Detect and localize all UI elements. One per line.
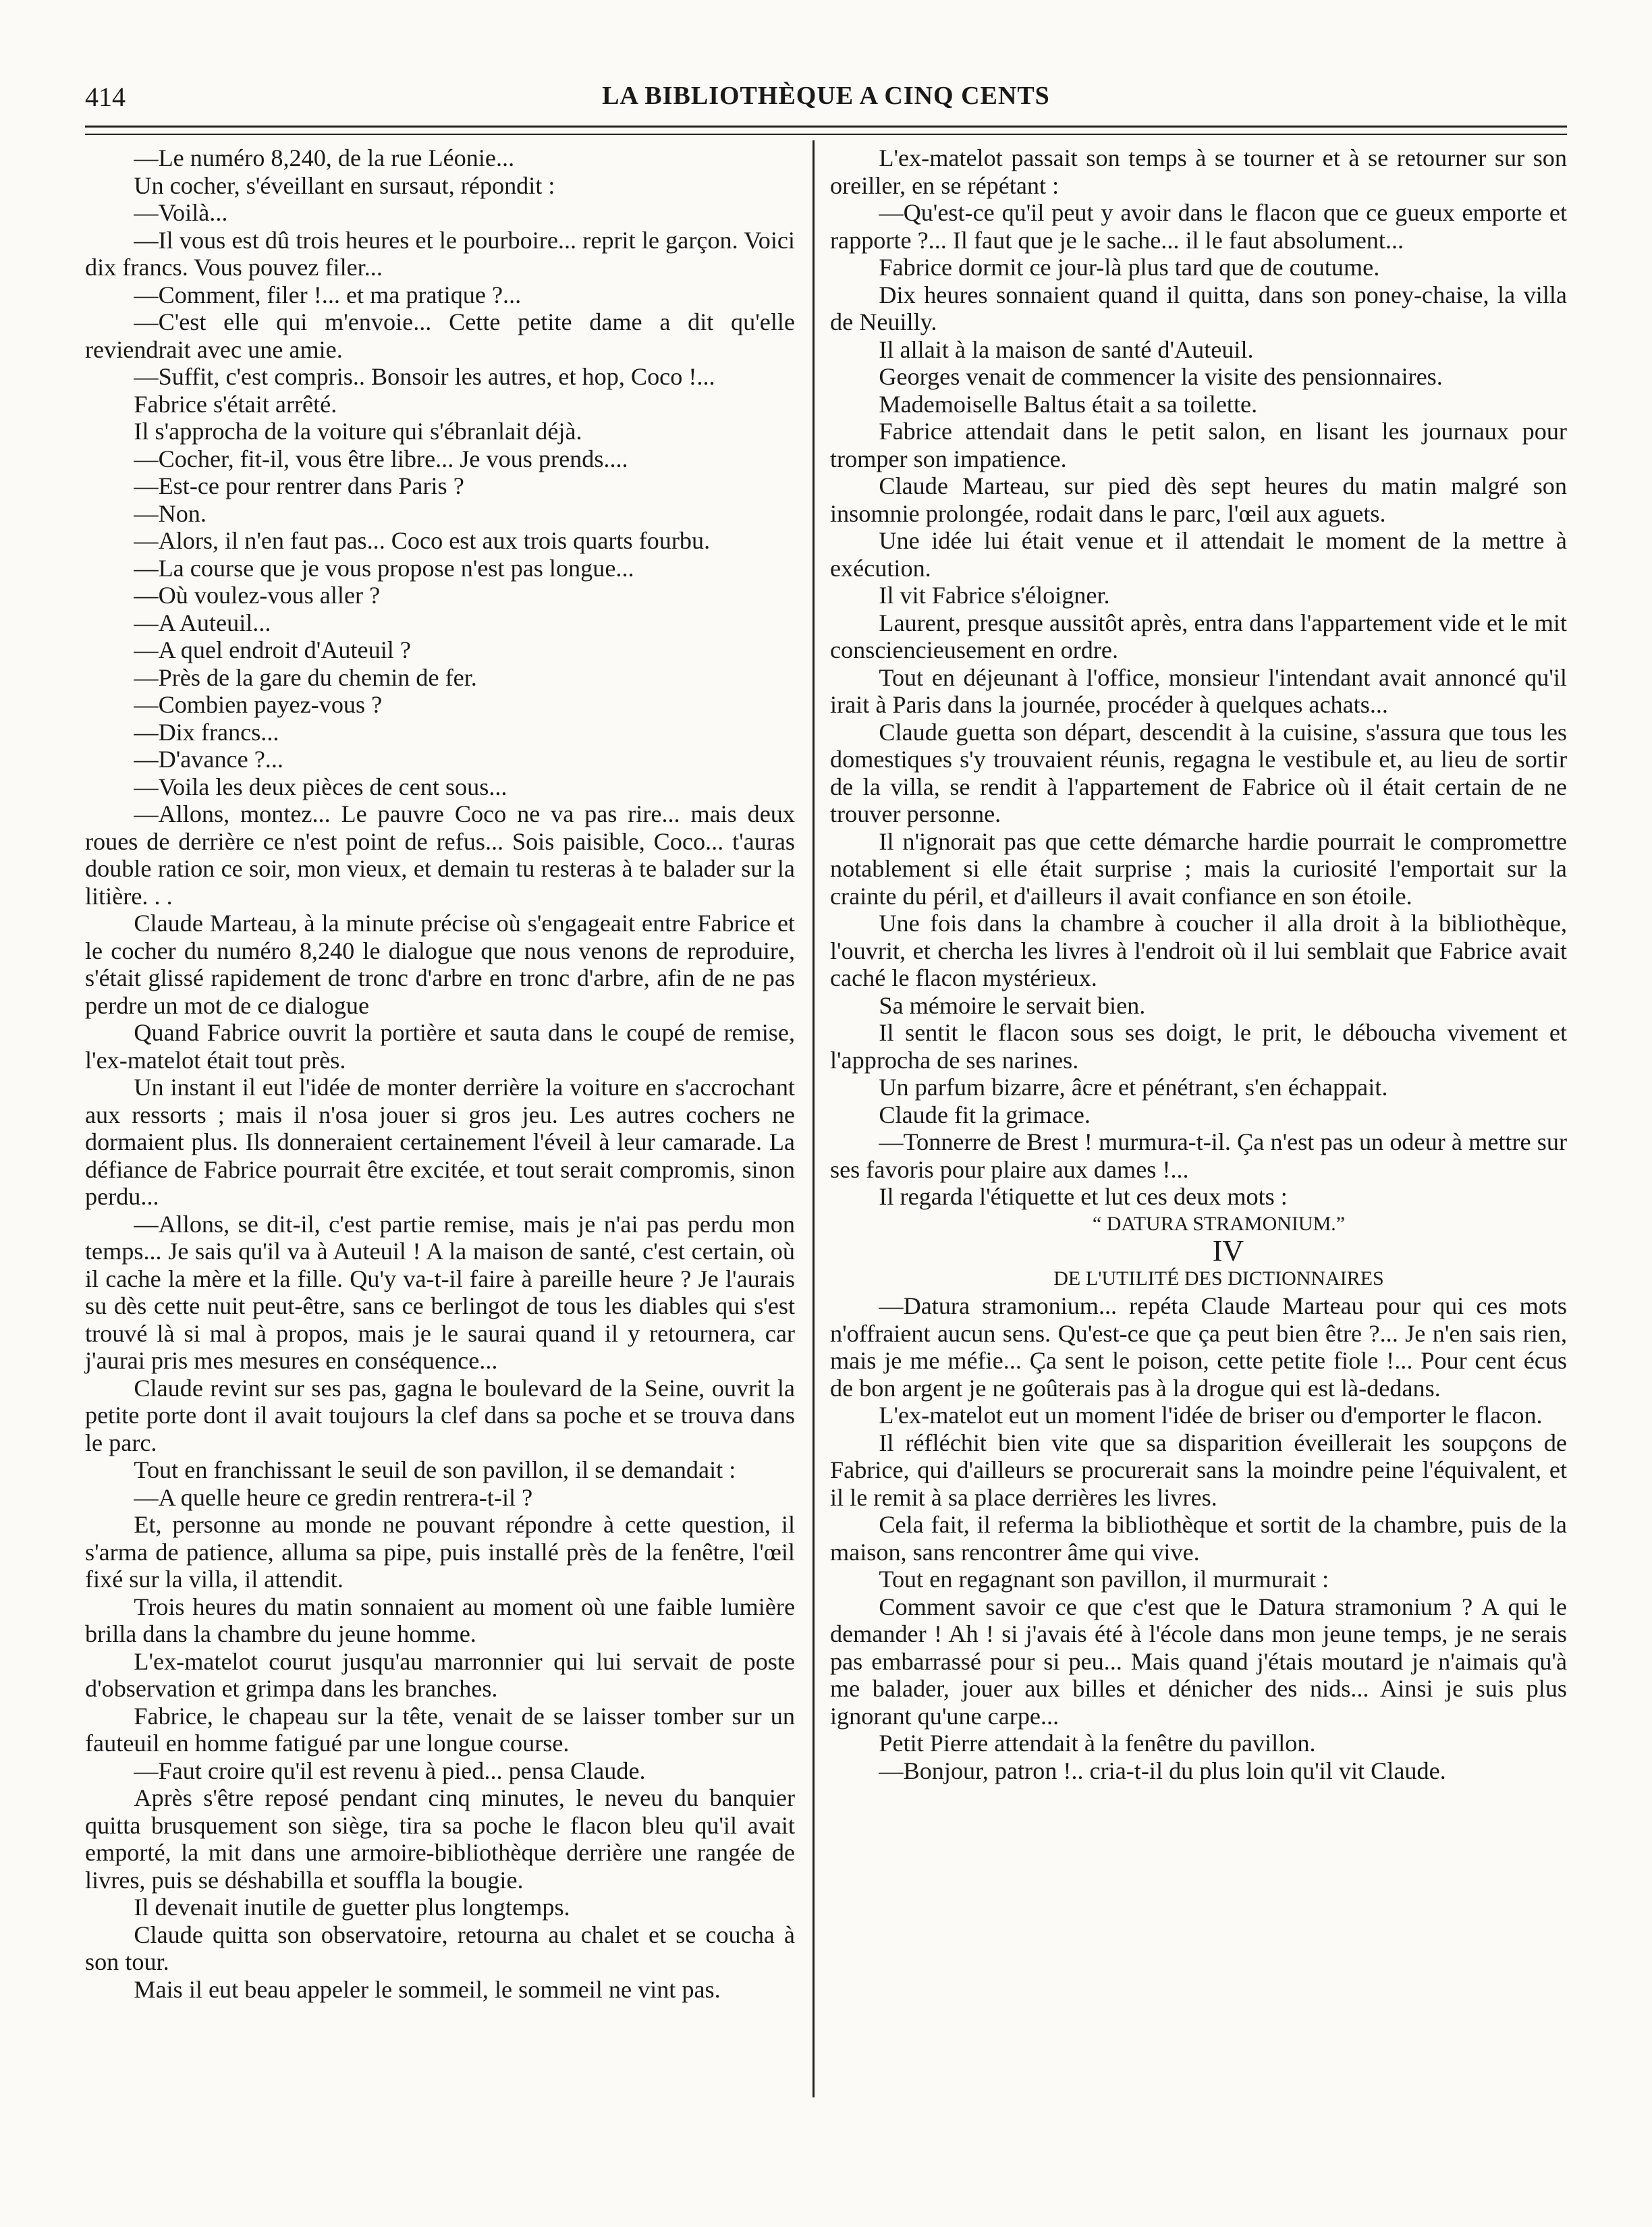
paragraph: Dix heures sonnaient quand il quitta, dans son poney-chaise, la villa de Neuilly.: [830, 281, 1567, 335]
paragraph: —Il vous est dû trois heures et le pourboire... reprit le garçon. Voici dix francs. Vous pouvez filer...: [85, 226, 795, 281]
paragraph: —Voilà...: [134, 199, 228, 226]
right-column: [830, 144, 1567, 1784]
paragraph: L'ex-matelot eut un moment l'idée de briser ou d'emporter le flacon.: [879, 1402, 1543, 1429]
paragraph: —C'est elle qui m'envoie... Cette petite dame a dit qu'elle reviendrait avec une amie.: [85, 308, 795, 363]
paragraph: —Combien payez-vous ?: [134, 691, 383, 718]
paragraph: Trois heures du matin sonnaient au moment où une faible lumière brilla dans la chambre du jeune homme.: [85, 1593, 795, 1647]
paragraph: Il vit Fabrice s'éloigner.: [879, 582, 1110, 609]
paragraph: Claude guetta son départ, descendit à la cuisine, s'assura que tous les domestiques s'y trouvaient réunis, regagna le vestibule et, au lieu de sortir de la villa, se rendit à l'appartement de Fabrice où il était certain de ne trouver personne.: [830, 718, 1567, 827]
paragraph: —Tonnerre de Brest ! murmura-t-il. Ça n'est pas un odeur à mettre sur ses favoris pour plaire aux dames !...: [830, 1128, 1567, 1183]
paragraph: Après s'être reposé pendant cinq minutes, le neveu du banquier quitta brusquement son siège, tira sa poche le flacon bleu qu'il avait emporté, la mit dans une armoire-bibliothèque derrière une rangée de livres, puis se déshabilla et souffla la bougie.: [85, 1784, 795, 1894]
paragraph: —Allons, se dit-il, c'est partie remise, mais je n'ai pas perdu mon temps... Je sais qu'il va à Auteuil ! A la maison de santé, c'est certain, où il cache la mère et la fille. Qu'y va-t-il faire à pareille heure ? Je l'aurais su dès cette nuit peut-être, sans ce berlingot de tous les diables qui s'est trouvé là si mal à propos, mais je le saurai quand il y retournera, car j'aurai pris mes mesures en conséquence...: [85, 1210, 795, 1374]
paragraph: Claude revint sur ses pas, gagna le boulevard de la Seine, ouvrit la petite porte dont il avait toujours la clef dans sa poche et se trouva dans le parc.: [85, 1374, 795, 1456]
paragraph: Fabrice dormit ce jour-là plus tard que de coutume.: [879, 254, 1380, 281]
paragraph: Laurent, presque aussitôt après, entra dans l'appartement vide et le mit consciencieusement en ordre.: [830, 609, 1567, 663]
paragraph: Petit Pierre attendait à la fenêtre du pavillon.: [879, 1730, 1316, 1757]
paragraph: Il devenait inutile de guetter plus longtemps.: [134, 1894, 570, 1921]
paragraph: Il sentit le flacon sous ses doigt, le prit, le déboucha vivement et l'approcha de ses narines.: [830, 1019, 1567, 1074]
paragraph: —Dix francs...: [134, 718, 279, 746]
paragraph: Cela fait, il referma la bibliothèque et sortit de la chambre, puis de la maison, sans rencontrer âme qui vive.: [830, 1511, 1567, 1566]
paragraph: Il réfléchit bien vite que sa disparition éveillerait les soupçons de Fabrice, qui d'ailleurs se procurerait sans la moindre peine l'équivalent, et il le remit à sa place derrières les livres.: [830, 1429, 1567, 1511]
paragraph: Un instant il eut l'idée de monter derrière la voiture en s'accrochant aux ressorts ; mais il n'osa jouer si gros jeu. Les autres cochers ne dormaient plus. Ils donneraient certainement l'éveil à leur camarade. La défiance de Fabrice pourrait être excitée, et tout serait compromis, sinon perdu...: [85, 1074, 795, 1210]
paragraph: L'ex-matelot passait son temps à se tourner et à se retourner sur son oreiller, en se répétant :: [830, 144, 1567, 199]
header-rule: [85, 126, 1567, 128]
paragraph: Tout en regagnant son pavillon, il murmurait :: [879, 1566, 1329, 1593]
paragraph: —A Auteuil...: [134, 609, 271, 636]
left-column: [85, 144, 795, 2003]
paragraph: Un parfum bizarre, âcre et pénétrant, s'en échappait.: [879, 1074, 1388, 1101]
paragraph: Comment savoir ce que c'est que le Datura stramonium ? A qui le demander ! Ah ! si j'avais été à l'école dans mon jeune temps, je ne serais pas embarrassé pour si peu... Mais quand j'étais moutard je n'aimais qu'à me balader, jouer aux billes et dénicher des nids... Ainsi je suis plus ignorant qu'une carpe...: [830, 1593, 1567, 1730]
paragraph: L'ex-matelot courut jusqu'au marronnier qui lui servait de poste d'observation et grimpa dans les branches.: [85, 1647, 795, 1702]
paragraph: Il n'ignorait pas que cette démarche hardie pourrait le compromettre notablement si elle était surprise ; mais la curiosité l'emportait sur la crainte du péril, et d'ailleurs il avait confiance en son étoile.: [830, 827, 1567, 910]
paragraph: —Le numéro 8,240, de la rue Léonie...: [134, 144, 515, 171]
paragraph: Fabrice s'était arrêté.: [134, 390, 337, 418]
chapter-number: IV: [1212, 1234, 1244, 1267]
paragraph: Claude fit la grimace.: [879, 1101, 1091, 1128]
paragraph: —A quel endroit d'Auteuil ?: [134, 636, 411, 663]
paragraph: Il regarda l'étiquette et lut ces deux mots :: [879, 1183, 1288, 1210]
paragraph: —Bonjour, patron !.. cria-t-il du plus loin qu'il vit Claude.: [879, 1757, 1446, 1784]
paragraph: Tout en déjeunant à l'office, monsieur l'intendant avait annoncé qu'il irait à Paris dans la journée, procéder à quelques achats...: [830, 663, 1567, 718]
header-rule-thin: [85, 134, 1567, 135]
paragraph: —Qu'est-ce qu'il peut y avoir dans le flacon que ce gueux emporte et rapporte ?... Il faut que je le sache... il le faut absolument...: [830, 199, 1567, 254]
paragraph: —Allons, montez... Le pauvre Coco ne va pas rire... mais deux roues de derrière ce n'est point de refus... Sois paisible, Coco... t'auras double ration ce soir, mon vieux, et demain tu resteras à te balader sur la litière. . .: [85, 800, 795, 910]
paragraph: Fabrice attendait dans le petit salon, en lisant les journaux pour tromper son impatience.: [830, 418, 1567, 472]
paragraph: —Cocher, fit-il, vous être libre... Je vous prends....: [134, 445, 628, 472]
paragraph: —Comment, filer !... et ma pratique ?...: [134, 281, 522, 308]
column-divider: [813, 140, 815, 2097]
paragraph: Claude Marteau, à la minute précise où s'engageait entre Fabrice et le cocher du numéro 8,240 le dialogue que nous venons de reproduire, s'était glissé rapidement de tronc d'arbre en tronc d'arbre, afin de ne pas perdre un mot de ce dialogue: [85, 910, 795, 1019]
paragraph: Georges venait de commencer la visite des pensionnaires.: [879, 363, 1443, 390]
paragraph: —La course que je vous propose n'est pas longue...: [134, 554, 634, 582]
paragraph: Mais il eut beau appeler le sommeil, le sommeil ne vint pas.: [134, 1975, 721, 2003]
paragraph: —Suffit, c'est compris.. Bonsoir les autres, et hop, Coco !...: [134, 363, 715, 390]
paragraph: Fabrice, le chapeau sur la tête, venait de se laisser tomber sur un fauteuil en homme fatigué par une longue course.: [85, 1702, 795, 1757]
paragraph: —Faut croire qu'il est revenu à pied... pensa Claude.: [134, 1757, 646, 1784]
paragraph: —A quelle heure ce gredin rentrera-t-il ?: [134, 1483, 533, 1511]
paragraph: Une idée lui était venue et il attendait le moment de la mettre à exécution.: [830, 527, 1567, 582]
paragraph: Claude quitta son observatoire, retourna au chalet et se coucha à son tour.: [85, 1921, 795, 1975]
label-quote: “ DATURA STRAMONIUM.”: [1092, 1212, 1346, 1235]
paragraph: Il allait à la maison de santé d'Auteuil.: [879, 335, 1254, 363]
page-header: [85, 81, 1567, 121]
paragraph: Un cocher, s'éveillant en sursaut, répondit :: [134, 171, 555, 199]
paragraph: —Est-ce pour rentrer dans Paris ?: [134, 472, 464, 499]
paragraph: —Près de la gare du chemin de fer.: [134, 663, 477, 691]
paragraph: —Non.: [134, 499, 206, 527]
paragraph: Sa mémoire le servait bien.: [879, 991, 1146, 1019]
paragraph: —Voila les deux pièces de cent sous...: [134, 773, 507, 800]
paragraph: Claude Marteau, sur pied dès sept heures du matin malgré son insomnie prolongée, rodait dans le parc, l'œil aux aguets.: [830, 472, 1567, 527]
paragraph: —Alors, il n'en faut pas... Coco est aux trois quarts fourbu.: [134, 527, 711, 554]
paragraph: Une fois dans la chambre à coucher il alla droit à la bibliothèque, l'ouvrit, et chercha les livres à l'endroit où il lui semblait que Fabrice avait caché le flacon mystérieux.: [830, 910, 1567, 991]
paragraph: Quand Fabrice ouvrit la portière et sauta dans le coupé de remise, l'ex-matelot était tout près.: [85, 1019, 795, 1074]
paragraph: —Où voulez-vous aller ?: [134, 582, 381, 609]
page-number: 414: [85, 82, 126, 112]
running-title: LA BIBLIOTHÈQUE A CINQ CENTS: [602, 82, 1050, 110]
paragraph: Et, personne au monde ne pouvant répondre à cette question, il s'arma de patience, alluma sa pipe, puis installé près de la fenêtre, l'œil fixé sur la villa, il attendit.: [85, 1511, 795, 1593]
paragraph: Il s'approcha de la voiture qui s'ébranlait déjà.: [134, 418, 582, 445]
paragraph: Mademoiselle Baltus était a sa toilette.: [879, 390, 1258, 418]
paragraph: —D'avance ?...: [134, 746, 283, 773]
chapter-title: DE L'UTILITÉ DES DICTIONNAIRES: [1053, 1267, 1384, 1290]
paragraph: Tout en franchissant le seuil de son pavillon, il se demandait :: [134, 1456, 736, 1483]
paragraph: —Datura stramonium... repéta Claude Marteau pour qui ces mots n'offraient aucun sens. Qu'est-ce que ça peut bien être ?... Je n'en sais rien, mais je me méfie... Ça sent le poison, cette petite fiole !... Pour cent écus de bon argent je ne goûterais pas à la drogue qui est là-dedans.: [830, 1292, 1567, 1402]
